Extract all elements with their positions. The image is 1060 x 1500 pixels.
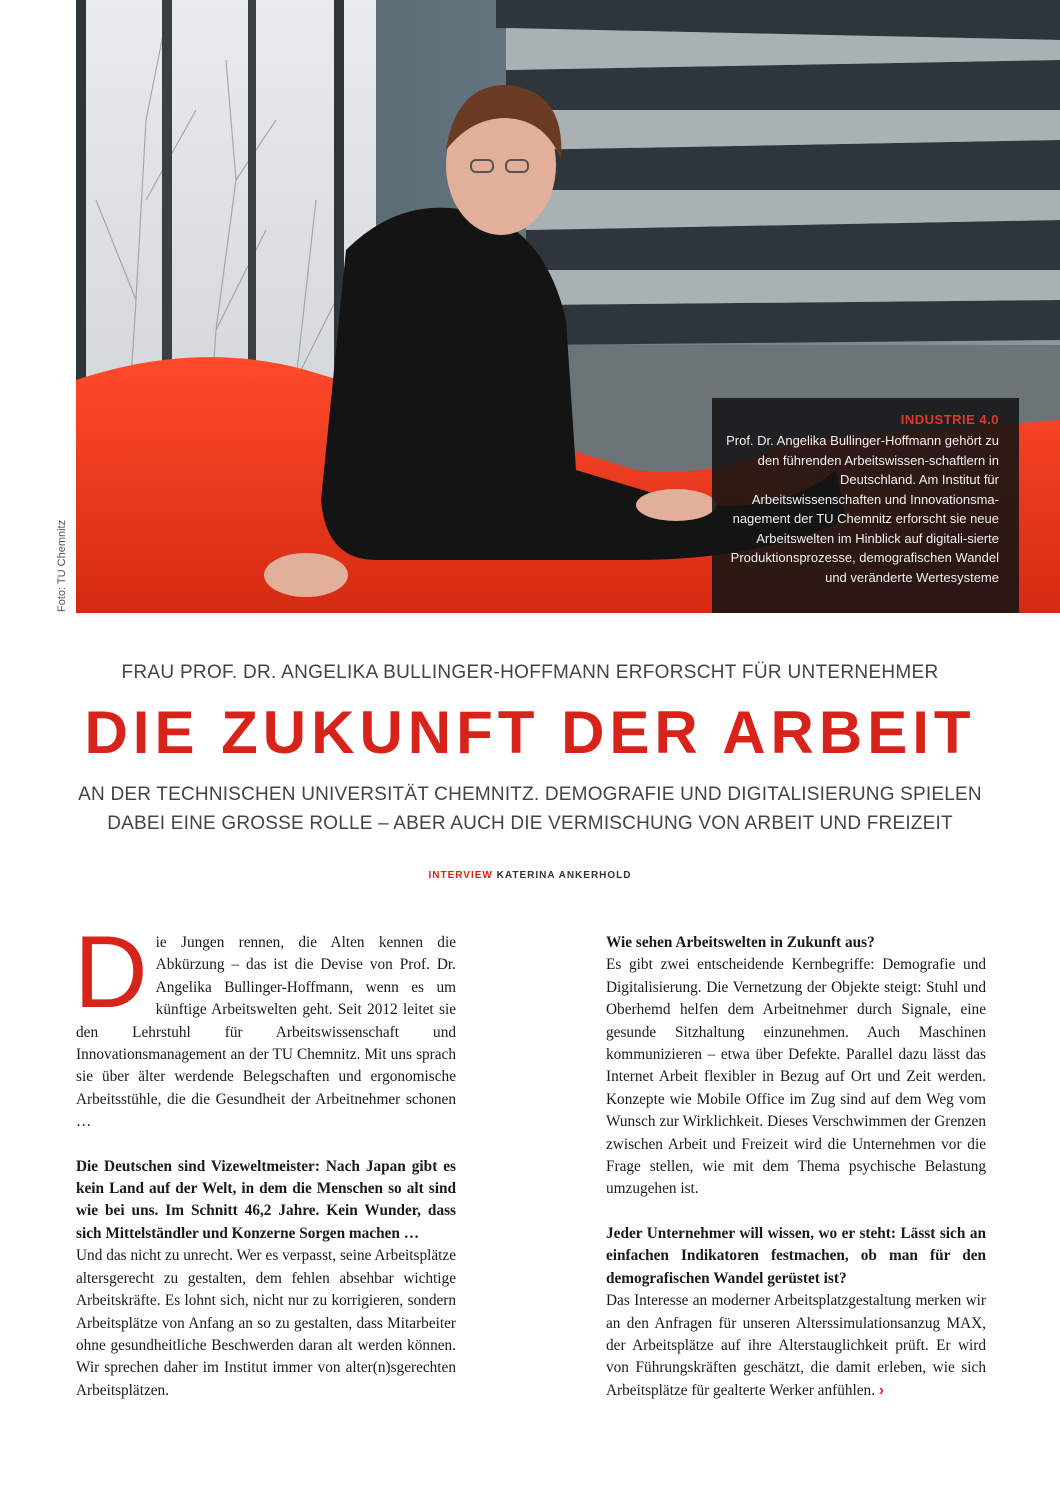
article-headline: DIE ZUKUNFT DER ARBEIT <box>84 699 976 766</box>
drop-cap: D <box>74 915 148 1029</box>
question-3: Jeder Unternehmer will wissen, wo er steht: Lässt sich an einfachen Indikatoren festmachen, ob man für den demografischen Wandel gerüstet ist? <box>606 1224 986 1287</box>
caption-text: Prof. Dr. Angelika Bullinger-Hoffmann gehört zu den führenden Arbeitswissen-schaftlern in Deutschland. Am Institut für Arbeitswissenschaften und Innovationsma-nagement der TU Chemnitz erforscht sie neue Arbeitswelten im Hinblick auf digitali-sierte Produktionsprozesse, demografischen Wandel und veränderte Wertesysteme <box>726 433 999 585</box>
answer-2: Es gibt zwei entscheidende Kernbegriffe: Demografie und Digitalisierung. Die Vernetzung der Objekte steigt: Stuhl und Oberhemd helfen dem Arbeitnehmer durch Signale, eine gesunde Sitzhaltung einzunehmen. Auch Maschinen kommunizieren – etwa über Defekte. Parallel dazu lässt das Internet Arbeit flexibler in Bezug auf Ort und Zeit werden. Konzepte wie Mobile Office im Zug sind auf dem Weg vom Wunsch zur Wirklichkeit. Dieses Verschwimmen der Grenzen zwischen Arbeit und Freizeit wird die Unternehmen vor die Frage stellen, wie mit dem Thema psychische Belastung umzugehen ist. <box>606 956 986 1198</box>
byline <box>0 870 1060 881</box>
question-2: Wie sehen Arbeitswelten in Zukunft aus? <box>606 934 875 951</box>
continue-arrow-icon: › <box>878 1381 884 1399</box>
answer-3 <box>606 1290 986 1402</box>
body-column-right <box>606 932 986 1402</box>
question-1: Die Deutschen sind Vizeweltmeister: Nach Japan gibt es kein Land auf der Welt, in dem die Menschen so alt sind wie bei uns. Im Schnitt 46,2 Jahre. Kein Wunder, dass sich Mittelständler und Konzerne Sorgen machen … <box>76 1157 456 1242</box>
photo-credit: Foto: TU Chemnitz <box>56 519 68 612</box>
article-subheadline <box>0 780 1060 838</box>
caption-title: INDUSTRIE 4.0 <box>900 412 999 427</box>
body-column-left <box>74 915 456 1402</box>
subheadline-line-2: DABEI EINE GROSSE ROLLE – ABER AUCH DIE VERMISCHUNG VON ARBEIT UND FREIZEIT <box>107 813 953 834</box>
byline-label: INTERVIEW <box>428 870 493 881</box>
subheadline-line-1: AN DER TECHNISCHEN UNIVERSITÄT CHEMNITZ. DEMOGRAFIE UND DIGITALISIERUNG SPIELEN <box>78 784 982 805</box>
answer-3-text: Das Interesse an moderner Arbeitsplatzgestaltung merken wir an den Anfragen für unseren Alterssimulationsanzug MAX, der Arbeitsplätze auf ihre Alterstauglichkeit prüft. Er wird von Führungskräften geschätzt, die damit erleben, wie sich Arbeitsplätze für gealterte Werker anfühlen. <box>606 1292 986 1399</box>
answer-1: Und das nicht zu unrecht. Wer es verpasst, seine Arbeitsplätze altersgerecht zu gestalten, dem fehlen absehbar wichtige Arbeitskräfte. Es lohnt sich, nicht nur zu korrigieren, sondern Arbeitsplätze von Anfang an so zu gestalten, dass Mitarbeiter ohne gesundheitliche Beschwerden daran alt werden können. Wir sprechen daher im Institut immer von alter(n)sgerechten Arbeitsplätzen. <box>76 1247 456 1399</box>
article-kicker: FRAU PROF. DR. ANGELIKA BULLINGER-HOFFMANN ERFORSCHT FÜR UNTERNEHMER <box>121 662 939 683</box>
intro-paragraph: ie Jungen rennen, die Alten kennen die Abkürzung – das ist die Devise von Prof. Dr. Angelika Bullinger-Hoffmann, wenn es um künftige Arbeitswelten geht. Seit 2012 leitet sie den Lehrstuhl für Arbeitswissenschaft und Innovationsmanagement an der TU Chemnitz. Mit uns sprach sie über älter werdende Belegschaften und ergonomische Arbeitsstühle, die die Gesundheit der Arbeitnehmer schonen … <box>76 934 456 1131</box>
byline-author: KATERINA ANKERHOLD <box>496 870 632 881</box>
photo-caption-box <box>712 398 1019 613</box>
